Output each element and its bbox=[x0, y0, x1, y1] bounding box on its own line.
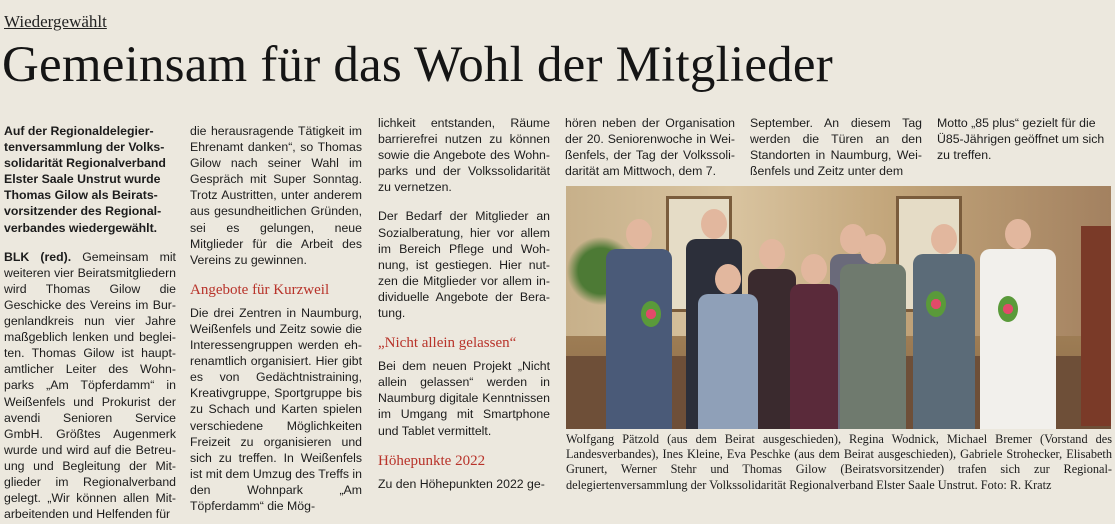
person bbox=[788, 254, 840, 429]
person-head bbox=[715, 264, 741, 294]
headline: Gemeinsam für das Wohl der Mitglieder bbox=[2, 37, 833, 93]
person bbox=[978, 219, 1058, 429]
person bbox=[696, 264, 760, 429]
paragraph: hören neben der Organisation der 20. Seniorenwoche in Weißenfels, der Tag der Volkssolidarität am Mittwoch, dem 7. bbox=[565, 116, 735, 179]
person-head bbox=[626, 219, 652, 249]
person-head bbox=[860, 234, 886, 264]
person-head bbox=[931, 224, 957, 254]
person-head bbox=[801, 254, 827, 284]
person-body bbox=[913, 254, 975, 429]
kicker: Wiedergewählt bbox=[4, 12, 107, 31]
person-body bbox=[790, 284, 838, 429]
body-text: Gemeinsam mit weiteren vier Beiratsmitgliedern wird Thomas Gilow die Geschicke des Vereins im Burgenlandkreis nun vier Jahre maßgeblich lenken und begleiten. Thomas Gilow ist hauptamtlicher Leiter des Wohnparks „Am Töpferdamm“ in Weißenfels und Prokurist der avendi Senioren Service GmbH. Größtes Augenmerk wurde und wird auf die Betreuung und Begleitung der Mitglieder im Regionalverband gelegt. „Wir können allen Mitarbeitenden und Helfenden für bbox=[4, 249, 176, 522]
subheading-angebote: Angebote für Kurzweil bbox=[190, 281, 330, 298]
column-6 bbox=[937, 115, 1109, 163]
paragraph: Motto „85 plus“ gezielt für die Ü85-Jährigen geöffnet um sich zu treffen. bbox=[937, 116, 1105, 163]
column-4 bbox=[565, 115, 735, 179]
paragraph: Die drei Zentren in Naumburg, Weißenfels und Zeitz sowie die Interessengruppen werden ehrenamtlich organisiert. Hier gibt es von Gedächtnistraining, Kreativgruppe, Sportgruppe bis zu Schach und Karten spielen verschiedene Möglichkeiten Freizeit zu organisieren und sich zu treffen. In Weißenfels ist mit dem Umzug des Treffs in den Wohnpark „Am Töpferdamm“ die Mög- bbox=[190, 305, 362, 513]
column-2 bbox=[190, 123, 362, 514]
column-1 bbox=[4, 123, 176, 522]
photo-cabinet bbox=[1081, 226, 1111, 426]
paragraph: Zu den Höhepunkten 2022 ge- bbox=[378, 476, 545, 491]
photo-caption: Wolfgang Pätzold (aus dem Beirat ausgeschieden), Regina Wodnick, Michael Bremer (Vorstand des Landesverbandes), Ines Kleine, Eva Peschke (aus dem Beirat ausgeschieden), Gabriele Strohecker, Elisabeth Grunert, Werner Stehr und Thomas Gilow (Beiratsvorsitzender) trafen sich zur Regionaldelegiertenversammlung der Volkssolidarität Regionalverband Elster Saale Unstrut. Foto: R. Kratz bbox=[566, 432, 1112, 492]
body-paragraph bbox=[4, 249, 176, 523]
person-body bbox=[980, 249, 1056, 429]
dateline: BLK (red). bbox=[4, 249, 72, 264]
paragraph: lichkeit entstanden, Räume barrierefrei nutzen zu können sowie die Angebote des Wohnparks und der Volkssolidarität zu vernetzen. bbox=[378, 116, 550, 195]
person-head bbox=[701, 209, 727, 239]
person bbox=[604, 219, 674, 429]
person-head bbox=[1005, 219, 1031, 249]
person-body bbox=[606, 249, 672, 429]
flower-bouquet bbox=[641, 301, 661, 327]
person-head bbox=[759, 239, 785, 269]
subheading-nicht-allein: „Nicht allein gelassen“ bbox=[378, 335, 517, 352]
paragraph: die herausragende Tätigkeit im Ehrenamt danken“, so Thomas Gilow nach seiner Wahl im Gespräch mit Super Sonntag. Trotz Austritten, unter anderem aus gesundheitlichen Gründen, sei es gelungen, neue Mitglieder für die Arbeit des Vereins zu gewinnen. bbox=[190, 124, 362, 267]
person-body bbox=[698, 294, 758, 429]
flower-bouquet bbox=[926, 291, 946, 317]
lead-paragraph: Auf der Regionaldelegiertenversammlung der Volkssolidarität Regionalverband Elster Saale Unstrut wurde Thomas Gilow als Beiratsvorsitzender des Regionalverbandes wiedergewählt. bbox=[4, 124, 166, 235]
subheading-hoehepunkte: Höhepunkte 2022 bbox=[378, 452, 486, 469]
person bbox=[911, 224, 977, 429]
group-photo bbox=[566, 186, 1111, 429]
paragraph: Bei dem neuen Projekt „Nicht allein gelassen“ werden in Naumburg digitale Kenntnissen im Umgang mit Smartphone und Tablet vermittelt. bbox=[378, 359, 550, 438]
person-body bbox=[840, 264, 906, 429]
column-5 bbox=[750, 115, 922, 179]
paragraph: Der Bedarf der Mitglieder an Sozialberatung, hier vor allem im Bereich Pflege und Wohnung, ist gestiegen. Hier nutzen die Mitglieder vor allem individuelle Angebote der Beratung. bbox=[378, 209, 550, 321]
paragraph: September. An diesem Tag werden die Türen an den Standorten in Naumburg, Weißenfels und Zeitz unter dem bbox=[750, 116, 922, 179]
column-3 bbox=[378, 115, 550, 492]
person bbox=[838, 234, 908, 429]
flower-bouquet bbox=[998, 296, 1018, 322]
